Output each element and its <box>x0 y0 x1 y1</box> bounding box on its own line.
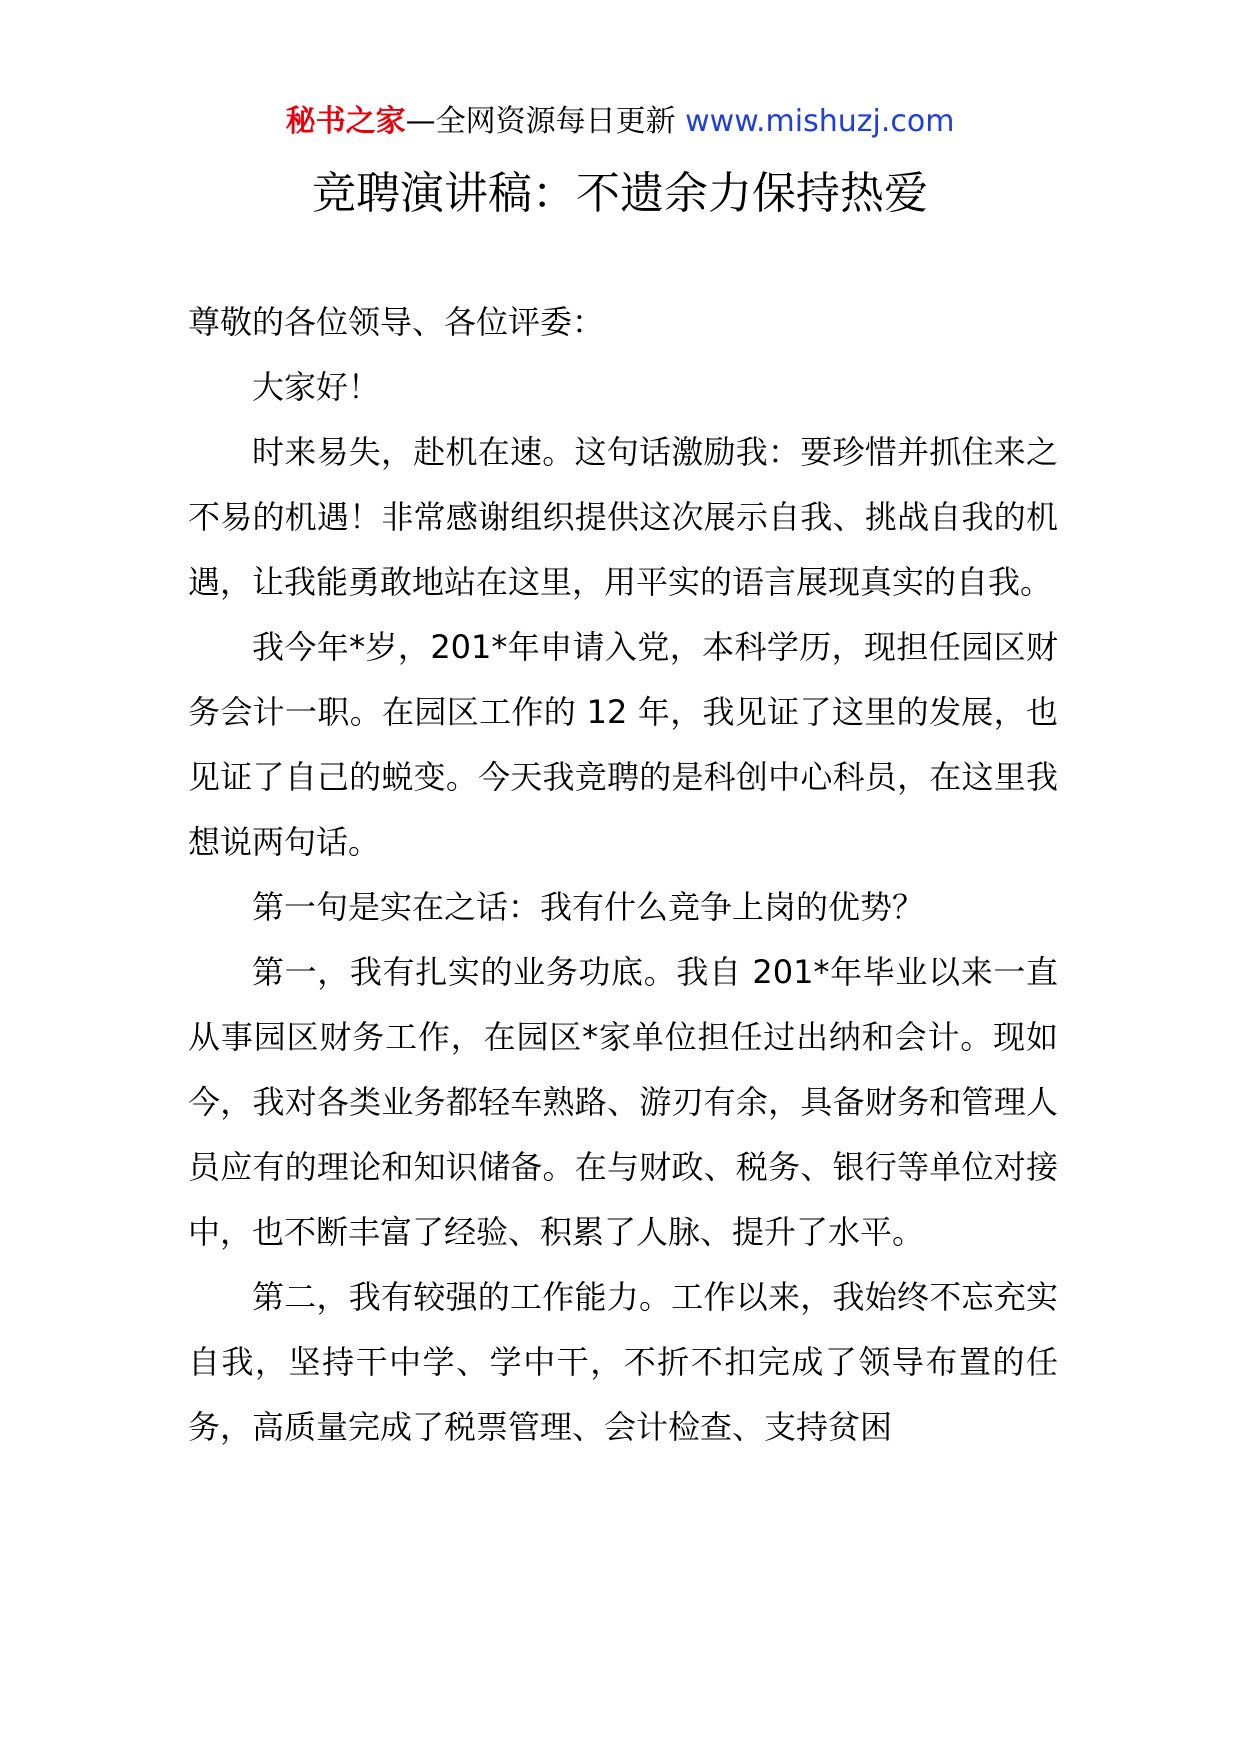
salutation: 尊敬的各位领导、各位评委： <box>188 303 605 341</box>
brand-name: 秘书之家 <box>285 104 406 139</box>
paragraph-point-one: 第一，我有扎实的业务功底。我自 201*年毕业以来一直从事园区财务工作，在园区*家单位担任过出纳和会计。现如今，我对各类业务都轻车熟路、游刃有余，具备财务和管理人员应有的理论和知识储备。在与财政、税务、银行等单位对接中，也不断丰富了经验、积累了人脉、提升了水平。 <box>188 953 1058 1251</box>
paragraph-introduction: 我今年*岁，201*年申请入党，本科学历，现担任园区财务会计一职。在园区工作的 12 年，我见证了这里的发展，也见证了自己的蜕变。今天我竞聘的是科创中心科员，在这里我想说两句话。 <box>188 628 1058 861</box>
header-tagline: —全网资源每日更新 <box>405 104 686 139</box>
site-url-link[interactable]: www.mishuzj.com <box>685 104 955 139</box>
paragraph-section-heading: 第一句是实在之话：我有什么竞争上岗的优势？ <box>252 888 925 926</box>
paragraph-point-two: 第二，我有较强的工作能力。工作以来，我始终不忘充实自我，坚持干中学、学中干，不折不扣完成了领导布置的任务，高质量完成了税票管理、会计检查、支持贫困 <box>188 1278 1058 1446</box>
document-body <box>188 290 1058 1460</box>
paragraph-greeting: 大家好！ <box>252 368 381 406</box>
site-header <box>0 100 1240 144</box>
document-title: 竞聘演讲稿：不遗余力保持热爱 <box>312 168 928 219</box>
paragraph-opening: 时来易失，赴机在速。这句话激励我：要珍惜并抓住来之不易的机遇！非常感谢组织提供这次展示自我、挑战自我的机遇，让我能勇敢地站在这里，用平实的语言展现真实的自我。 <box>188 433 1058 601</box>
